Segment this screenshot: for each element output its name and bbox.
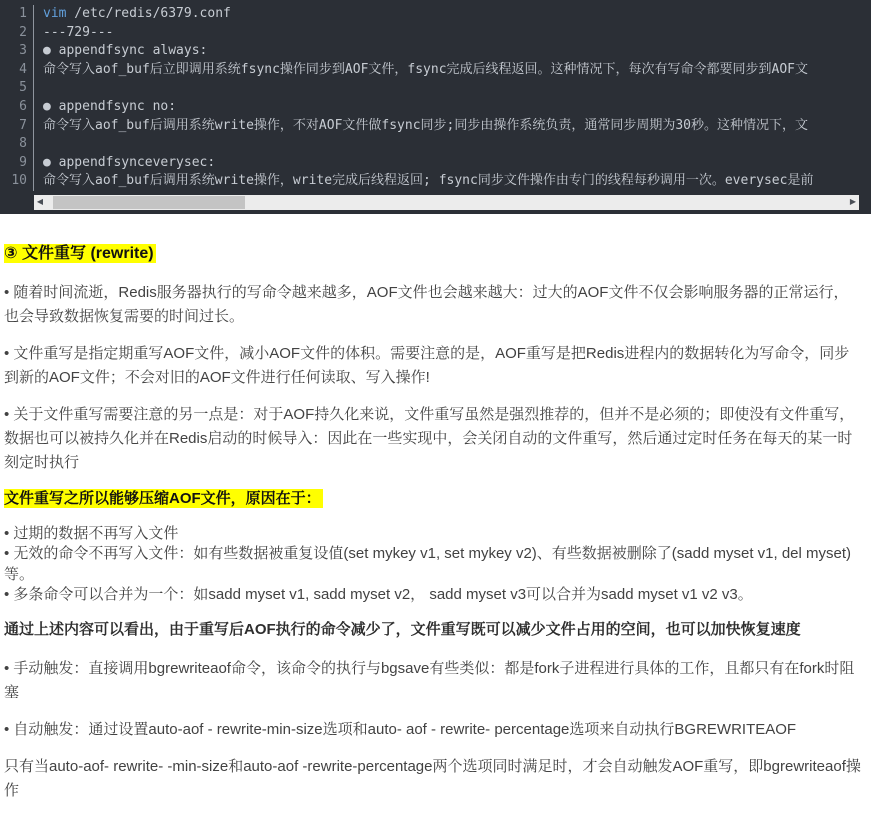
code-text: ● appendfsync no: bbox=[43, 98, 177, 114]
code-editor-block bbox=[0, 0, 871, 214]
scroll-left-arrow-icon[interactable]: ◀ bbox=[36, 197, 44, 207]
compress-reason-list bbox=[4, 524, 863, 606]
code-line bbox=[0, 117, 871, 136]
code-horizontal-scrollbar[interactable] bbox=[34, 195, 859, 210]
scrollbar-track[interactable] bbox=[46, 195, 847, 210]
code-line bbox=[0, 42, 871, 61]
scroll-right-arrow-icon[interactable]: ▶ bbox=[849, 197, 857, 207]
code-line bbox=[0, 5, 871, 24]
line-number: 5 bbox=[0, 79, 34, 98]
paragraph-rewrite-note: • 关于文件重写需要注意的另一点是：对于AOF持久化来说，文件重写虽然是强烈推荐的，但并不是必须的；即使没有文件重写，数据也可以被持久化并在Redis启动的时候导入：因此在一些实现中，会关闭自动的文件重写，然后通过定时任务在每天的某一时刻定时执行 bbox=[4, 405, 855, 471]
list-item: • 过期的数据不再写入文件 bbox=[4, 524, 179, 542]
code-line bbox=[0, 61, 871, 80]
code-line bbox=[0, 79, 871, 98]
code-text: 命令写入aof_buf后立即调用系统fsync操作同步到AOF文件，fsync完成后线程返回。这种情况下，每次有写命令都要同步到AOF文 bbox=[43, 61, 809, 77]
code-line bbox=[0, 154, 871, 173]
list-item: • 无效的命令不再写入文件：如有些数据被重复设值(set mykey v1, set mykey v2)、有些数据被删除了(sadd myset v1, del myset) 等。 bbox=[4, 545, 852, 583]
line-number: 9 bbox=[0, 154, 34, 173]
line-number: 8 bbox=[0, 135, 34, 154]
article-body bbox=[0, 214, 871, 834]
line-number: 1 bbox=[0, 5, 34, 24]
line-number: 4 bbox=[0, 61, 34, 80]
code-text: ● appendfsync always: bbox=[43, 43, 208, 59]
subheading-compress-reason bbox=[4, 488, 863, 509]
code-text: ---729--- bbox=[43, 24, 114, 40]
paragraph-rewrite-benefit: 通过上述内容可以看出，由于重写后AOF执行的命令减少了，文件重写既可以减少文件占用的空间，也可以加快恢复速度 bbox=[4, 620, 801, 638]
paragraph-rewrite-definition: • 文件重写是指定期重写AOF文件，减小AOF文件的体积。需要注意的是，AOF重写是把Redis进程内的数据转化为写命令，同步到新的AOF文件；不会对旧的AOF文件进行任何读取、写入操作! bbox=[4, 344, 850, 386]
code-text: vim /etc/redis/6379.conf bbox=[43, 6, 231, 21]
line-number: 7 bbox=[0, 117, 34, 136]
code-text: ● appendfsynceverysec: bbox=[43, 154, 216, 170]
line-number: 2 bbox=[0, 24, 34, 43]
section-heading bbox=[4, 243, 863, 264]
paragraph-auto-trigger: • 自动触发：通过设置auto-aof - rewrite-min-size选项和auto- aof - rewrite- percentage选项来自动执行BGREWRITEAOF bbox=[4, 720, 797, 738]
scrollbar-thumb[interactable] bbox=[53, 196, 245, 209]
paragraph-manual-trigger: • 手动触发：直接调用bgrewriteaof命令，该命令的执行与bgsave有些类似：都是fork子进程进行具体的工作，且都只有在fork时阻塞 bbox=[4, 659, 855, 701]
code-text: 命令写入aof_buf后调用系统write操作，不对AOF文件做fsync同步;同步由操作系统负责，通常同步周期为30秒。这种情况下，文 bbox=[43, 117, 809, 133]
line-number: 3 bbox=[0, 42, 34, 61]
highlight-text: ③ 文件重写 (rewrite) bbox=[4, 244, 154, 262]
code-line bbox=[0, 24, 871, 43]
list-item: • 多条命令可以合并为一个：如sadd myset v1, sadd myset v2， sadd myset v3可以合并为sadd myset v1 v2 v3。 bbox=[4, 586, 753, 604]
code-text: 命令写入aof_buf后调用系统write操作，write完成后线程返回; fsync同步文件操作由专门的线程每秒调用一次。everysec是前 bbox=[43, 173, 814, 189]
line-number: 6 bbox=[0, 98, 34, 117]
paragraph-auto-trigger-condition: 只有当auto-aof- rewrite- -min-size和auto-aof -rewrite-percentage两个选项同时满足时，才会自动触发AOF重写，即bgrewriteaof操作 bbox=[4, 757, 861, 799]
highlight-text: 文件重写之所以能够压缩AOF文件，原因在于： bbox=[4, 489, 321, 507]
code-line bbox=[0, 172, 871, 191]
paragraph-aof-growth: • 随着时间流逝，Redis服务器执行的写命令越来越多，AOF文件也会越来越大：过大的AOF文件不仅会影响服务器的正常运行，也会导致数据恢复需要的时间过长。 bbox=[4, 283, 849, 325]
code-lines bbox=[0, 5, 871, 191]
line-number: 10 bbox=[0, 172, 34, 191]
code-line bbox=[0, 135, 871, 154]
code-line bbox=[0, 98, 871, 117]
